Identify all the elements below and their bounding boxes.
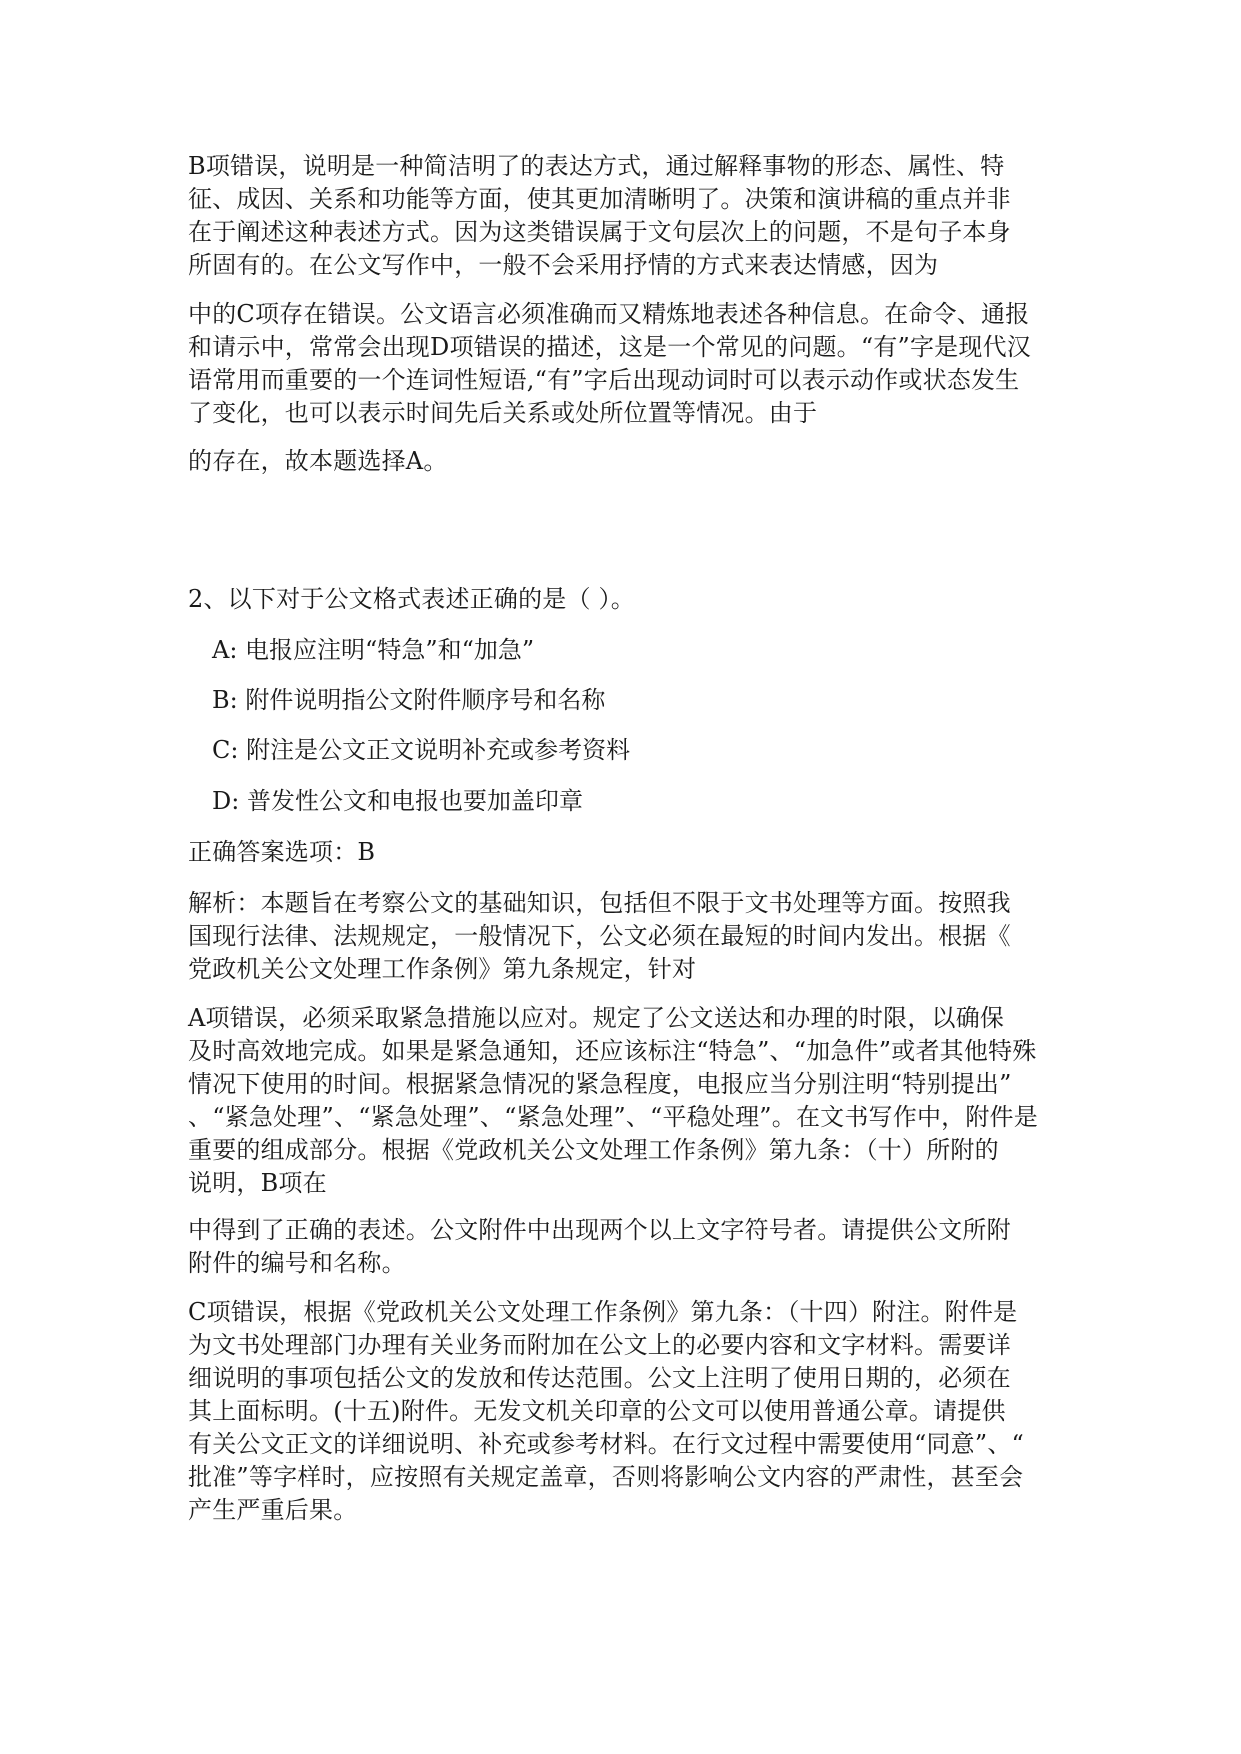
text-line: 的存在，故本题选择A。 (188, 447, 448, 475)
option-b: B: 附件说明指公文附件顺序号和名称 (212, 686, 606, 714)
text-line: 批准”等字样时，应按照有关规定盖章，否则将影响公文内容的严肃性，甚至会 (188, 1463, 1024, 1491)
text-line: 和请示中，常常会出现D项错误的描述，这是一个常见的问题。“有”字是现代汉 (188, 333, 1031, 361)
explanation-paragraph-a (188, 1002, 1058, 1200)
text-line: 国现行法律、法规规定，一般情况下，公文必须在最短的时间内发出。根据《 (188, 922, 1011, 950)
text-line: 及时高效地完成。如果是紧急通知，还应该标注“特急”、“加急件”或者其他特殊 (188, 1037, 1037, 1065)
text-line: 了变化，也可以表示时间先后关系或处所位置等情况。由于 (188, 399, 818, 427)
text-line: 为文书处理部门办理有关业务而附加在公文上的必要内容和文字材料。需要详 (188, 1331, 1011, 1359)
text-line: 党政机关公文处理工作条例》第九条规定，针对 (188, 955, 697, 983)
conclusion-paragraph (188, 445, 1058, 478)
text-line: 所固有的。在公文写作中，一般不会采用抒情的方式来表达情感，因为 (188, 251, 939, 279)
text-line: 、“紧急处理”、“紧急处理”、“紧急处理”、“平稳处理”。在文书写作中，附件是 (188, 1103, 1038, 1131)
option-d: D: 普发性公文和电报也要加盖印章 (212, 787, 583, 815)
text-line: 解析：本题旨在考察公文的基础知识，包括但不限于文书处理等方面。按照我 (188, 889, 1011, 917)
text-line: 附件的编号和名称。 (188, 1249, 406, 1277)
text-line: B项错误，说明是一种简洁明了的表达方式，通过解释事物的形态、属性、特 (188, 152, 1005, 180)
text-line: 细说明的事项包括公文的发放和传达范围。公文上注明了使用日期的，必须在 (188, 1364, 1011, 1392)
analysis-paragraph (188, 887, 1058, 986)
question-stem (188, 583, 1058, 616)
correct-answer (188, 836, 1058, 869)
text-line: C项错误，根据《党政机关公文处理工作条例》第九条：（十四）附注。附件是 (188, 1298, 1018, 1326)
explanation-paragraph-c-detail (188, 1296, 1058, 1527)
text-line: 有关公文正文的详细说明、补充或参考材料。在行文过程中需要使用“同意”、“ (188, 1430, 1025, 1458)
text-line: A项错误，必须采取紧急措施以应对。规定了公文送达和办理的时限，以确保 (188, 1004, 1005, 1032)
text-line: 语常用而重要的一个连词性短语,“有”字后出现动词时可以表示动作或状态发生 (188, 366, 1020, 394)
explanation-paragraph-c (188, 298, 1058, 430)
answer-text: 正确答案选项：B (188, 838, 376, 866)
explanation-paragraph-b (188, 150, 1058, 282)
text-line: 其上面标明。(十五)附件。无发文机关印章的公文可以使用普通公章。请提供 (188, 1397, 1006, 1425)
explanation-paragraph-b-continued (188, 1214, 1058, 1280)
text-line: 重要的组成部分。根据《党政机关公文处理工作条例》第九条：（十）所附的 (188, 1136, 999, 1164)
text-line: 情况下使用的时间。根据紧急情况的紧急程度，电报应当分别注明“特别提出” (188, 1070, 1012, 1098)
option-a: A: 电报应注明“特急”和“加急” (212, 636, 535, 664)
text-line: 产生严重后果。 (188, 1496, 358, 1524)
question-text: 2、以下对于公文格式表述正确的是（ ）。 (188, 585, 635, 613)
text-line: 征、成因、关系和功能等方面，使其更加清晰明了。决策和演讲稿的重点并非 (188, 185, 1011, 213)
text-line: 在于阐述这种表述方式。因为这类错误属于文句层次上的问题，不是句子本身 (188, 218, 1011, 246)
text-line: 中得到了正确的表述。公文附件中出现两个以上文字符号者。请提供公文所附 (188, 1216, 1011, 1244)
text-line: 说明，B项在 (188, 1169, 327, 1197)
option-c: C: 附注是公文正文说明补充或参考资料 (212, 736, 631, 764)
text-line: 中的C项存在错误。公文语言必须准确而又精炼地表述各种信息。在命令、通报 (188, 300, 1030, 328)
